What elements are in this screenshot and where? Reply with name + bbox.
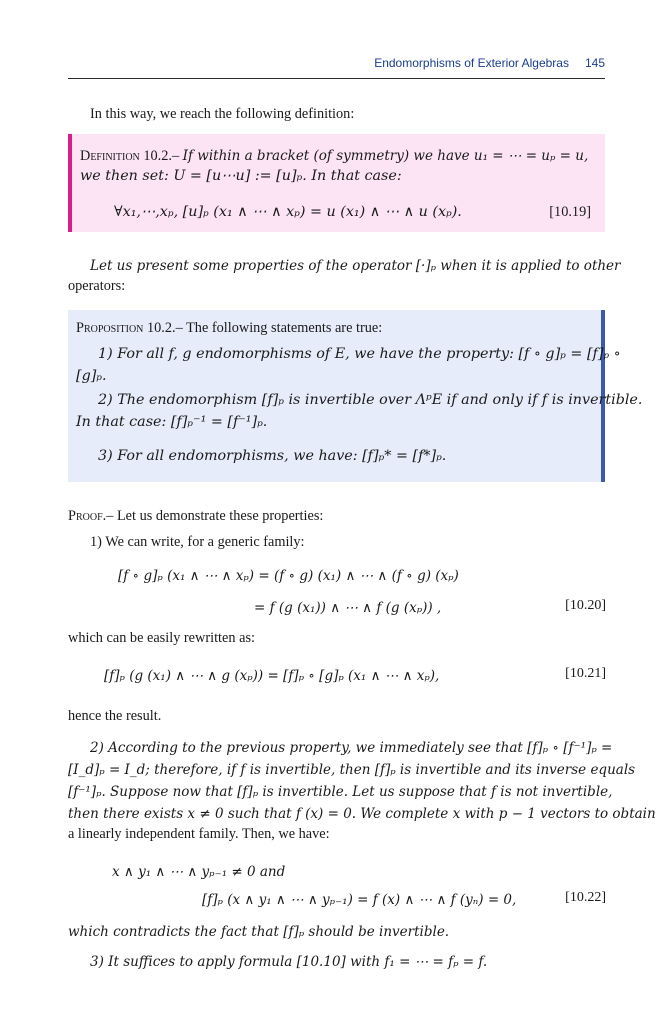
proposition-box (68, 310, 643, 482)
equation-10-21: [f]ₚ (g (x₁) ∧ ⋯ ∧ g (xₚ)) = [f]ₚ ∘ [g]ₚ (x₁ ∧ ⋯ ∧ xₚ), (104, 668, 440, 684)
definition-formula: ∀x₁,⋯,xₚ, [u]ₚ (x₁ ∧ ⋯ ∧ xₚ) = u (x₁) ∧ ⋯ ∧ u (xₚ). (114, 204, 462, 220)
proof-step-2-line-2: [I_d]ₚ = I_d; therefore, if f is invertible, then [f]ₚ is invertible and its inverse equals (68, 762, 636, 778)
proposition-title-rest: The following statements are true: (186, 320, 383, 336)
definition-number: 10.2.– (143, 148, 180, 164)
intro-paragraph: In this way, we reach the following definition: (90, 106, 355, 122)
proof-step-2-line-1: 2) According to the previous property, we immediately see that [f]ₚ ∘ [f⁻¹]ₚ = (90, 740, 613, 756)
proposition-title (76, 318, 382, 338)
proof-label: Proof.– (68, 508, 114, 524)
equation-10-20-line-1: [f ∘ g]ₚ (x₁ ∧ ⋯ ∧ xₚ) = (f ∘ g) (x₁) ∧ ⋯ ∧ (f ∘ g) (xₚ) (118, 568, 459, 584)
definition-text-1: If within a bracket (of symmetry) we have u₁ = ⋯ = uₚ = u, (182, 148, 589, 164)
equation-10-20-line-2: = f (g (x₁)) ∧ ⋯ ∧ f (g (xₚ)) , (254, 600, 442, 616)
equation-tag-10-19: [10.19] (549, 204, 591, 220)
present-line-1: Let us present some properties of the operator [·]ₚ when it is applied to other (90, 258, 621, 274)
definition-box (68, 134, 605, 232)
header-rule (68, 78, 605, 79)
definition-line-1 (80, 146, 588, 166)
proof-title (68, 506, 606, 526)
equation-tag-10-22: [10.22] (565, 890, 606, 905)
running-header (68, 56, 605, 74)
hence-line: hence the result. (68, 708, 162, 724)
definition-label: Definition (80, 148, 140, 164)
running-title: Endomorphisms of Exterior Algebras (374, 56, 569, 70)
rewrite-line: which can be easily rewritten as: (68, 630, 255, 646)
proof-step-2-line-5: a linearly independent family. Then, we have: (68, 826, 330, 842)
proposition-item-3: 3) For all endomorphisms, we have: [f]ₚ* = [f*]ₚ. (98, 448, 447, 464)
present-line-2: operators: (68, 278, 126, 294)
equation-10-22-line-1: x ∧ y₁ ∧ ⋯ ∧ yₚ₋₁ ≠ 0 and (112, 864, 286, 880)
proposition-label: Proposition (76, 320, 144, 336)
equation-tag-10-21: [10.21] (565, 666, 606, 681)
proof-step-2-line-3: [f⁻¹]ₚ. Suppose now that [f]ₚ is invertible. Let us suppose that f is not invertible, (68, 784, 613, 800)
proposition-item-2-line-1: 2) The endomorphism [f]ₚ is invertible over ΛᵖE if and only if f is invertible. (98, 392, 643, 408)
equation-10-22-line-2: [f]ₚ (x ∧ y₁ ∧ ⋯ ∧ yₚ₋₁) = f (x) ∧ ⋯ ∧ f (yₙ) = 0, (202, 892, 517, 908)
proof-step-2-line-4: then there exists x ≠ 0 such that f (x) = 0. We complete x with p − 1 vectors to obtain (68, 806, 656, 822)
definition-line-2: we then set: U = [u⋯u] := [u]ₚ. In that case: (80, 168, 402, 184)
proposition-item-2-line-2: In that case: [f]ₚ⁻¹ = [f⁻¹]ₚ. (76, 414, 268, 430)
proposition-number: 10.2.– (146, 320, 183, 336)
proof-title-rest: Let us demonstrate these properties: (116, 508, 324, 524)
proposition-item-1-line-2: [g]ₚ. (76, 368, 107, 384)
proposition-item-1-line-1: 1) For all f, g endomorphisms of E, we have the property: [f ∘ g]ₚ = [f]ₚ ∘ (98, 346, 621, 362)
contradiction-line: which contradicts the fact that [f]ₚ should be invertible. (68, 924, 450, 940)
equation-tag-10-20: [10.20] (565, 598, 606, 613)
proof-step-1-intro: 1) We can write, for a generic family: (90, 534, 305, 550)
page-number: 145 (584, 56, 605, 70)
proof-step-3: 3) It suffices to apply formula [10.10] with f₁ = ⋯ = fₚ = f. (90, 954, 488, 970)
